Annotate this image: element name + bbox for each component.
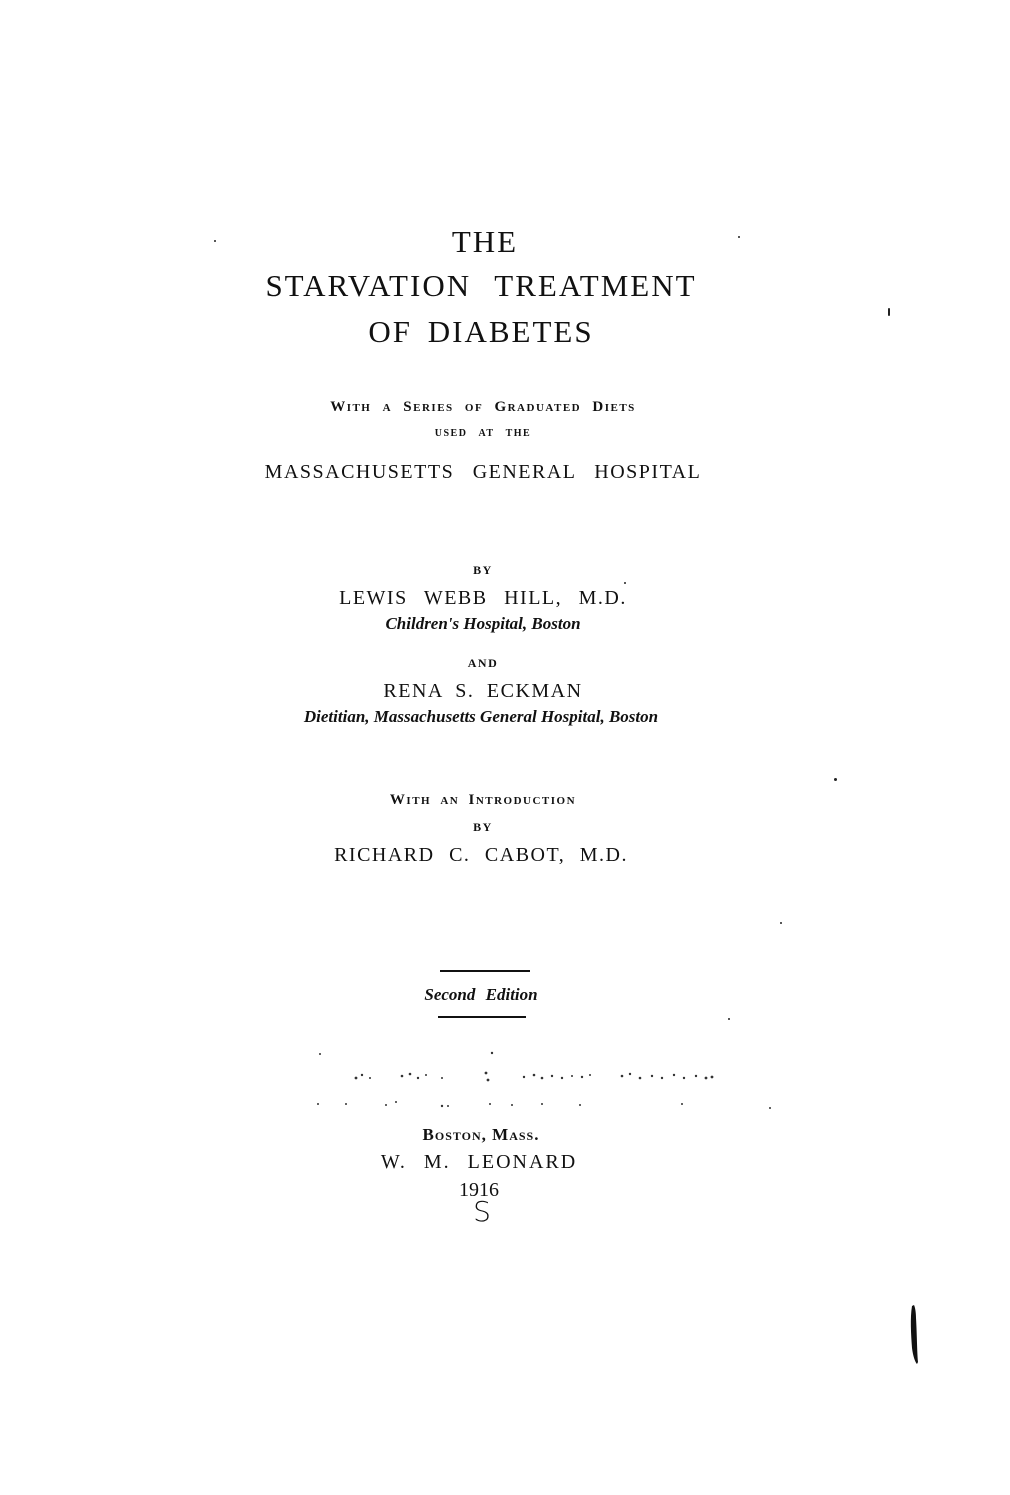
scan-speck	[624, 582, 626, 584]
scan-speck	[780, 922, 782, 924]
introduction-author-name: RICHARD C. CABOT, M.D.	[334, 844, 628, 866]
imprint-year: 1916	[459, 1179, 499, 1201]
scan-speck	[738, 236, 740, 238]
author-2-name: RENA S. ECKMAN	[383, 680, 583, 702]
edition-rule-top	[440, 970, 530, 972]
introduction-line: With an Introduction	[389, 792, 577, 808]
title-line-1: THE	[451, 224, 519, 259]
subtitle-line-1: With a Series of Graduated Diets	[330, 399, 636, 415]
title-line-3: OF DIABETES	[368, 314, 594, 349]
scan-speck	[728, 1018, 730, 1020]
hospital-name: MASSACHUSETTS GENERAL HOSPITAL	[264, 461, 702, 483]
scan-speck	[214, 240, 216, 242]
scan-speck	[834, 778, 837, 781]
imprint-publisher: W. M. LEONARD	[380, 1151, 578, 1173]
and-label: AND	[467, 656, 499, 670]
imprint-place: Boston, Mass.	[422, 1125, 540, 1144]
shelf-mark: S	[473, 1195, 491, 1228]
author-1-affiliation: Children's Hospital, Boston	[385, 614, 581, 633]
author-2-affiliation: Dietitian, Massachusetts General Hospital, Boston	[303, 707, 659, 726]
introduction-by-label: BY	[473, 820, 493, 834]
author-1-name: LEWIS WEBB HILL, M.D.	[339, 587, 627, 609]
edition-label: Second Edition	[424, 985, 538, 1004]
by-label: BY	[473, 563, 493, 577]
scan-speck	[888, 308, 890, 316]
scan-noise	[300, 1040, 780, 1120]
subtitle-line-2: used at the	[434, 425, 532, 440]
edition-rule-bottom	[438, 1016, 526, 1018]
page-edge-mark	[908, 1304, 920, 1366]
title-line-2: STARVATION TREATMENT	[265, 268, 697, 303]
